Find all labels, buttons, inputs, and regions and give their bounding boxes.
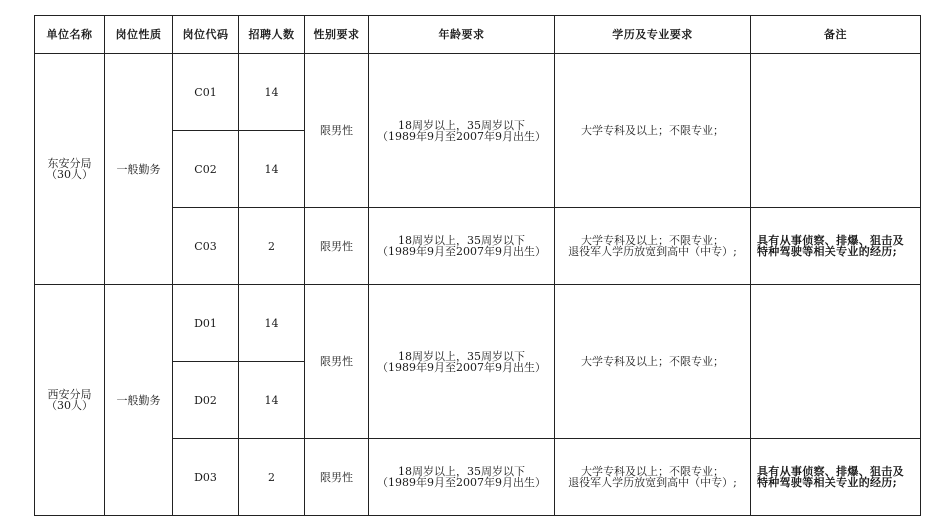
birth-range: （1989年9月至2007年9月出生） bbox=[377, 360, 546, 374]
gender-requirement: 限男性 bbox=[305, 208, 369, 285]
age-range: 18周岁以上，35周岁以下 bbox=[398, 234, 525, 247]
position-code: D02 bbox=[173, 362, 239, 439]
header-gender: 性别要求 bbox=[305, 16, 369, 54]
gender-requirement: 限男性 bbox=[305, 54, 369, 208]
remarks-line: 具有从事侦察、排爆、狙击及 bbox=[757, 465, 904, 478]
header-unit-name: 单位名称 bbox=[35, 16, 105, 54]
birth-range: （1989年9月至2007年9月出生） bbox=[377, 129, 546, 143]
position-code: C02 bbox=[173, 131, 239, 208]
remarks bbox=[751, 439, 921, 516]
header-remarks: 备注 bbox=[751, 16, 921, 54]
education-requirement: 大学专科及以上；不限专业； bbox=[555, 285, 751, 439]
remarks bbox=[751, 285, 921, 439]
header-education: 学历及专业要求 bbox=[555, 16, 751, 54]
age-requirement bbox=[369, 208, 555, 285]
age-requirement bbox=[369, 54, 555, 208]
position-nature: 一般勤务 bbox=[105, 54, 173, 285]
header-row bbox=[35, 16, 921, 54]
recruit-count: 14 bbox=[239, 131, 305, 208]
remarks-line: 特种驾驶等相关专业的经历; bbox=[757, 245, 897, 258]
unit-count: （30人） bbox=[46, 168, 93, 181]
table-row bbox=[35, 285, 921, 362]
remarks-line: 具有从事侦察、排爆、狙击及 bbox=[757, 234, 904, 247]
education-requirement: 大学专科及以上；不限专业； bbox=[555, 54, 751, 208]
age-range: 18周岁以上，35周岁以下 bbox=[398, 349, 525, 363]
education-line: 退役军人学历放宽到高中（中专）; bbox=[568, 245, 737, 258]
birth-range: （1989年9月至2007年9月出生） bbox=[377, 245, 546, 258]
recruit-count: 14 bbox=[239, 54, 305, 131]
recruit-count: 2 bbox=[239, 439, 305, 516]
position-code: D01 bbox=[173, 285, 239, 362]
education-line: 大学专科及以上；不限专业； bbox=[581, 234, 724, 247]
position-nature: 一般勤务 bbox=[105, 285, 173, 516]
position-code: D03 bbox=[173, 439, 239, 516]
age-requirement bbox=[369, 285, 555, 439]
header-position-code: 岗位代码 bbox=[173, 16, 239, 54]
education-requirement bbox=[555, 439, 751, 516]
age-requirement bbox=[369, 439, 555, 516]
remarks-line: 特种驾驶等相关专业的经历; bbox=[757, 476, 897, 489]
birth-range: （1989年9月至2007年9月出生） bbox=[377, 476, 546, 489]
position-code: C01 bbox=[173, 54, 239, 131]
education-line: 大学专科及以上；不限专业； bbox=[581, 465, 724, 478]
position-code: C03 bbox=[173, 208, 239, 285]
recruit-count: 2 bbox=[239, 208, 305, 285]
recruit-count: 14 bbox=[239, 285, 305, 362]
header-position-nature: 岗位性质 bbox=[105, 16, 173, 54]
education-line: 退役军人学历放宽到高中（中专）; bbox=[568, 476, 737, 489]
education-requirement bbox=[555, 208, 751, 285]
unit-count: （30人） bbox=[46, 399, 93, 412]
recruit-count: 14 bbox=[239, 362, 305, 439]
age-range: 18周岁以上，35周岁以下 bbox=[398, 118, 525, 132]
remarks bbox=[751, 54, 921, 208]
gender-requirement: 限男性 bbox=[305, 285, 369, 439]
gender-requirement: 限男性 bbox=[305, 439, 369, 516]
unit-name-cell bbox=[35, 54, 105, 285]
age-range: 18周岁以上，35周岁以下 bbox=[398, 465, 525, 478]
unit-name-cell bbox=[35, 285, 105, 516]
table-row bbox=[35, 54, 921, 131]
unit-name: 西安分局 bbox=[47, 388, 92, 401]
header-age: 年龄要求 bbox=[369, 16, 555, 54]
recruitment-table bbox=[34, 15, 921, 516]
remarks bbox=[751, 208, 921, 285]
header-recruit-count: 招聘人数 bbox=[239, 16, 305, 54]
unit-name: 东安分局 bbox=[47, 157, 92, 170]
